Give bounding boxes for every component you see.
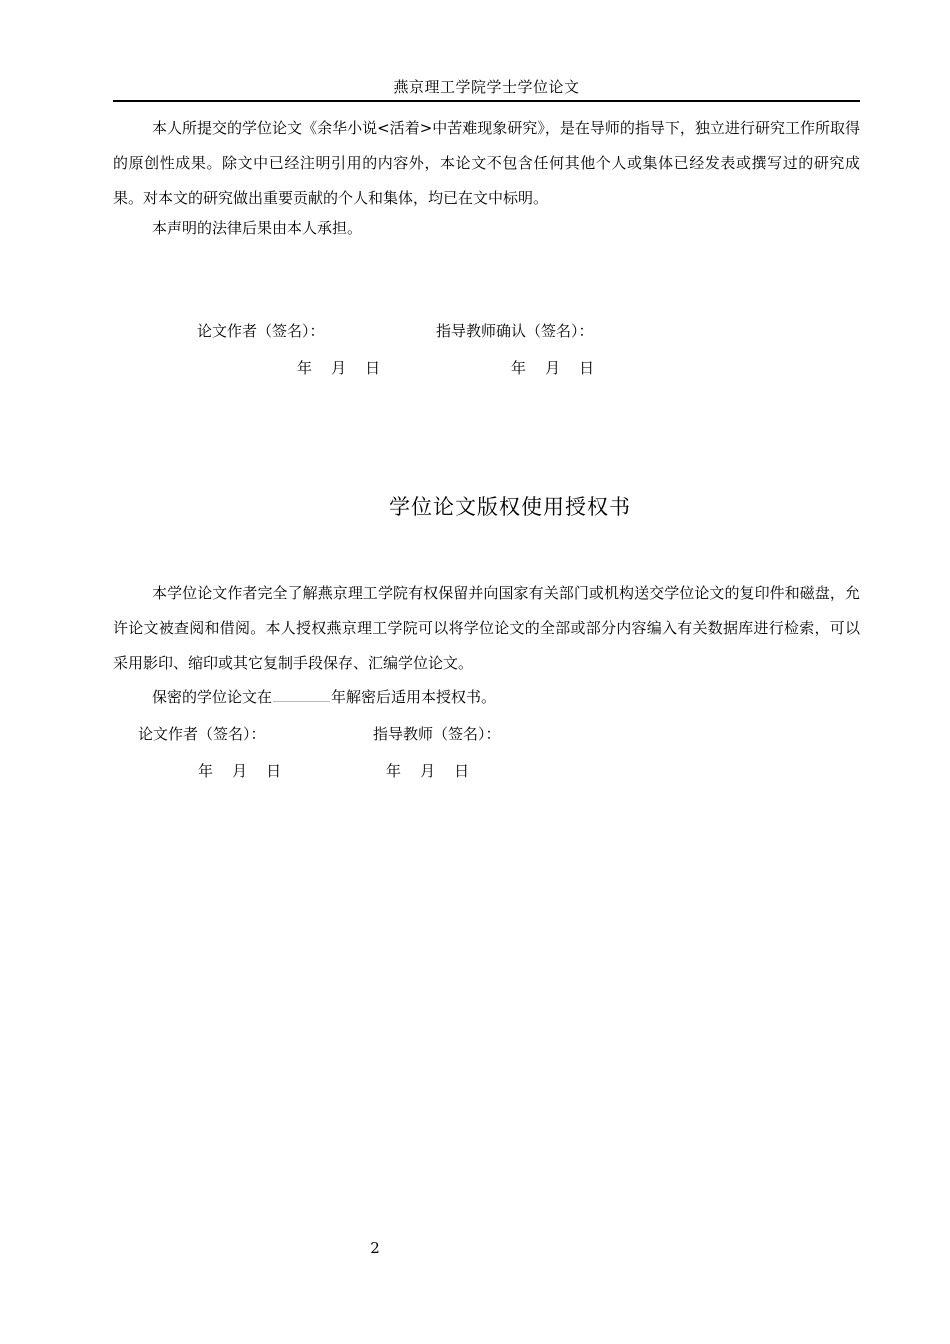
confidential-prefix: 保密的学位论文在 <box>152 688 273 706</box>
page-number: 2 <box>370 1239 380 1257</box>
authorization-author-date: 年 月 日 <box>198 762 282 780</box>
authorization-supervisor-sign-label: 指导教师（签名）： <box>373 725 501 743</box>
confidential-line <box>152 687 496 707</box>
declaration-paragraph-1: 本人所提交的学位论文《余华小说<活着>中苦难现象研究》，是在导师的指导下，独立进行研究工作所取得的原创性成果。除文中已经注明引用的内容外，本论文不包含任何其他个人或集体已经发表或撰写过的研究成果。对本文的研究做出重要贡献的个人和集体，均已在文中标明。 <box>113 119 860 207</box>
declaration-author-sign-label: 论文作者（签名）： <box>197 322 325 340</box>
authorization-paragraph-1: 本学位论文作者完全了解燕京理工学院有权保留并向国家有关部门或机构送交学位论文的复印件和磁盘，允许论文被查阅和借阅。本人授权燕京理工学院可以将学位论文的全部或部分内容编入有关数据库进行检索，可以采用影印、缩印或其它复制手段保存、汇编学位论文。 <box>113 584 860 672</box>
declaration-supervisor-date: 年 月 日 <box>511 359 595 377</box>
running-header: 燕京理工学院学士学位论文 <box>393 78 580 96</box>
declaration-paragraph-2: 本声明的法律后果由本人承担。 <box>152 219 363 237</box>
declaration-author-date: 年 月 日 <box>297 359 381 377</box>
confidential-suffix: 年解密后适用本授权书。 <box>331 688 497 706</box>
authorization-title: 学位论文版权使用授权书 <box>389 495 631 519</box>
authorization-author-sign-label: 论文作者（签名）： <box>138 725 266 743</box>
authorization-supervisor-date: 年 月 日 <box>386 762 470 780</box>
confidential-year-blank[interactable] <box>273 687 330 702</box>
header-rule <box>113 100 860 102</box>
declaration-supervisor-sign-label: 指导教师确认（签名）： <box>436 322 594 340</box>
